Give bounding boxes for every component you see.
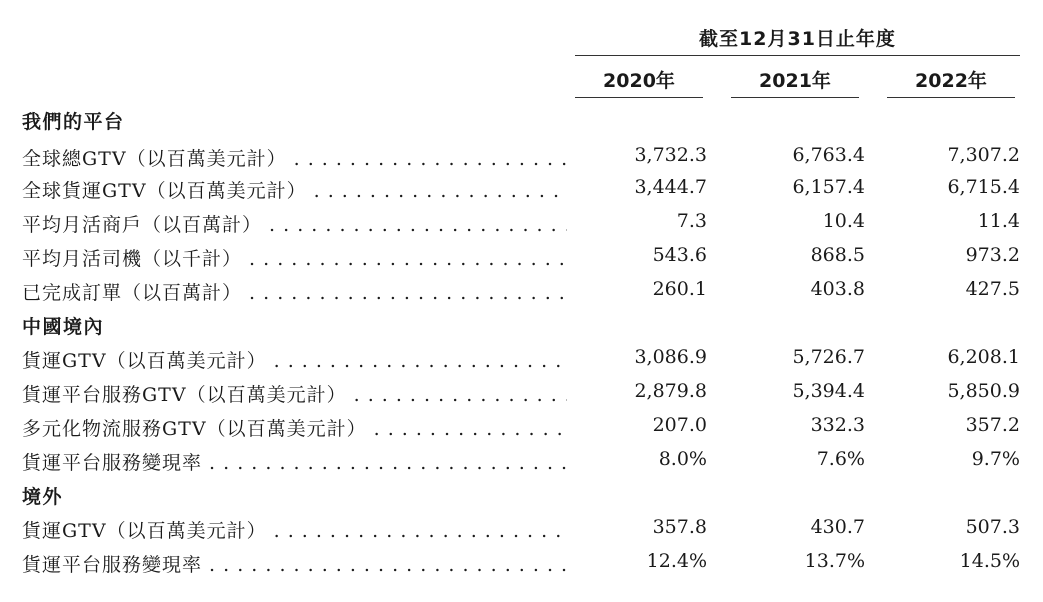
table-row [22,244,1022,272]
value-2020: 8.0% [658,448,707,470]
value-2021: 10.4 [822,210,865,232]
period-header-rule [575,55,1020,56]
value-2020: 543.6 [652,244,707,266]
table-row [22,210,1022,238]
value-2021: 5,394.4 [792,380,865,402]
table-row [22,448,1022,476]
row-label: 多元化物流服務GTV（以百萬美元計） . . . [22,414,567,441]
period-header: 截至12月31日止年度 [699,28,896,50]
table-row [22,380,1022,408]
row-label: 貨運GTV（以百萬美元計） . . . [22,516,567,543]
value-2020: 2,879.8 [634,380,707,402]
value-2022: 427.5 [965,278,1020,300]
year-rule-2021 [731,97,859,98]
row-label: 貨運平台服務GTV（以百萬美元計） . . . [22,380,567,407]
value-2021: 868.5 [810,244,865,266]
row-label: 平均月活商戶（以百萬計） . . . [22,210,567,237]
table-row [22,144,1022,172]
value-2022: 6,208.1 [947,346,1020,368]
value-2022: 9.7% [971,448,1020,470]
value-2021: 5,726.7 [792,346,865,368]
year-header-2021: 2021年 [759,70,831,92]
row-label: 貨運平台服務變現率 . . . [22,448,567,475]
value-2022: 507.3 [965,516,1020,538]
table-row [22,414,1022,442]
value-2022: 14.5% [959,550,1020,572]
value-2020: 3,732.3 [634,144,707,166]
year-header-2022: 2022年 [915,70,987,92]
value-2022: 11.4 [977,210,1020,232]
row-label: 全球總GTV（以百萬美元計） . . . [22,144,567,171]
value-2020: 357.8 [652,516,707,538]
value-2021: 332.3 [810,414,865,436]
value-2022: 357.2 [965,414,1020,436]
row-label: 貨運GTV（以百萬美元計） . . . [22,346,567,373]
table-row [22,346,1022,374]
year-rule-2020 [575,97,703,98]
table-row [22,550,1022,578]
section-title-overseas: 境外 [22,486,64,508]
value-2020: 7.3 [676,210,707,232]
table-row [22,176,1022,204]
table-row [22,278,1022,306]
year-rule-2022 [887,97,1015,98]
value-2021: 7.6% [816,448,865,470]
value-2020: 3,444.7 [634,176,707,198]
value-2020: 260.1 [652,278,707,300]
year-header-2020: 2020年 [603,70,675,92]
value-2020: 207.0 [652,414,707,436]
table-row [22,516,1022,544]
row-label: 全球貨運GTV（以百萬美元計） . . . [22,176,567,203]
row-label: 平均月活司機（以千計） . . . [22,244,567,271]
value-2020: 12.4% [646,550,707,572]
section-title-mainland-china: 中國境內 [22,316,105,338]
value-2021: 6,763.4 [792,144,865,166]
value-2020: 3,086.9 [634,346,707,368]
value-2021: 403.8 [810,278,865,300]
section-title-platform: 我們的平台 [22,111,125,133]
value-2022: 973.2 [965,244,1020,266]
value-2021: 13.7% [804,550,865,572]
value-2022: 5,850.9 [947,380,1020,402]
row-label: 貨運平台服務變現率 . . . [22,550,567,577]
value-2022: 7,307.2 [947,144,1020,166]
value-2021: 6,157.4 [792,176,865,198]
row-label: 已完成訂單（以百萬計） . . . [22,278,567,305]
value-2022: 6,715.4 [947,176,1020,198]
value-2021: 430.7 [810,516,865,538]
